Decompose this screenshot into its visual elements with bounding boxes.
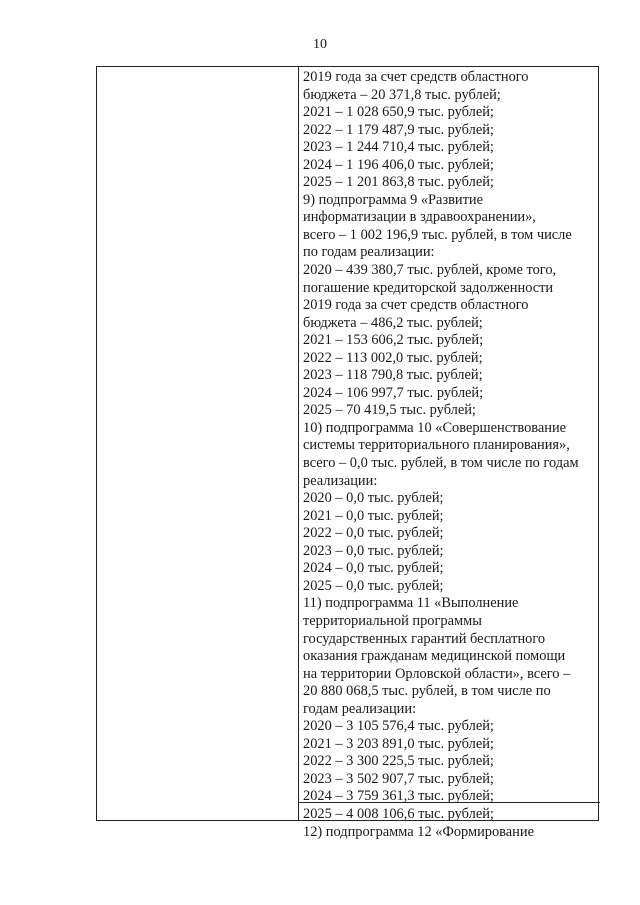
text-line: 2021 – 3 203 891,0 тыс. рублей; <box>303 735 494 752</box>
text-line: 2022 – 1 179 487,9 тыс. рублей; <box>303 121 494 138</box>
text-line: бюджета – 20 371,8 тыс. рублей; <box>303 86 501 103</box>
text-line: 2020 – 439 380,7 тыс. рублей, кроме того, <box>303 262 557 279</box>
text-line: 12) подпрограмма 12 «Формирование <box>303 823 534 840</box>
text-line: 2021 – 0,0 тыс. рублей; <box>303 507 444 524</box>
text-line: государственных гарантий бесплатного <box>303 630 546 647</box>
text-line: 20 880 068,5 тыс. рублей, в том числе по <box>303 683 551 700</box>
text-line: 2024 – 3 759 361,3 тыс. рублей; <box>303 788 494 805</box>
text-line: 2025 – 0,0 тыс. рублей; <box>303 577 444 594</box>
text-line: 2021 – 153 606,2 тыс. рублей; <box>303 332 484 349</box>
text-line: оказания гражданам медицинской помощи <box>303 648 566 665</box>
text-line: 10) подпрограмма 10 «Совершенствование <box>303 419 567 436</box>
text-line: 2025 – 4 008 106,6 тыс. рублей; <box>303 805 494 822</box>
text-line: на территории Орловской области», всего – <box>303 665 571 682</box>
text-line: 2020 – 0,0 тыс. рублей; <box>303 490 444 507</box>
text-line: 2019 года за счет средств областного <box>303 69 529 85</box>
text-line: 2023 – 118 790,8 тыс. рублей; <box>303 367 483 384</box>
text-line: 2023 – 3 502 907,7 тыс. рублей; <box>303 770 494 787</box>
row-divider <box>298 802 600 803</box>
text-line: всего – 0,0 тыс. рублей, в том числе по годам <box>303 455 579 472</box>
text-line: 2024 – 106 997,7 тыс. рублей; <box>303 384 484 401</box>
funding-table <box>96 66 599 840</box>
text-line: территориальной программы <box>303 612 482 629</box>
text-line: 2023 – 1 244 710,4 тыс. рублей; <box>303 139 494 156</box>
text-line: 2024 – 1 196 406,0 тыс. рублей; <box>303 156 494 173</box>
text-line: 2021 – 1 028 650,9 тыс. рублей; <box>303 104 494 121</box>
text-line: погашение кредиторской задолженности <box>303 279 554 296</box>
text-line: системы территориального планирования», <box>303 437 570 454</box>
text-line: 2022 – 113 002,0 тыс. рублей; <box>303 349 483 366</box>
text-line: 2019 года за счет средств областного <box>303 297 529 314</box>
text-line: всего – 1 002 196,9 тыс. рублей, в том числе <box>303 226 572 243</box>
text-line: 2024 – 0,0 тыс. рублей; <box>303 560 444 577</box>
text-line: 2020 – 3 105 576,4 тыс. рублей; <box>303 718 494 735</box>
text-line: 11) подпрограмма 11 «Выполнение <box>303 595 519 612</box>
text-line: 2025 – 70 419,5 тыс. рублей; <box>303 402 476 419</box>
text-line: годам реализации: <box>303 700 417 717</box>
page-number: 10 <box>313 37 327 52</box>
table-right-column <box>299 67 598 840</box>
text-line: 2023 – 0,0 тыс. рублей; <box>303 542 444 559</box>
text-line: 2022 – 3 300 225,5 тыс. рублей; <box>303 753 494 770</box>
text-line: реализации: <box>303 472 378 489</box>
text-line: информатизации в здравоохранении», <box>303 209 536 226</box>
text-line: бюджета – 486,2 тыс. рублей; <box>303 314 483 331</box>
text-line: по годам реализации: <box>303 244 435 261</box>
text-line: 9) подпрограмма 9 «Развитие <box>303 191 484 208</box>
text-line: 2025 – 1 201 863,8 тыс. рублей; <box>303 174 494 191</box>
text-line: 2022 – 0,0 тыс. рублей; <box>303 525 444 542</box>
table-left-column <box>97 67 299 820</box>
